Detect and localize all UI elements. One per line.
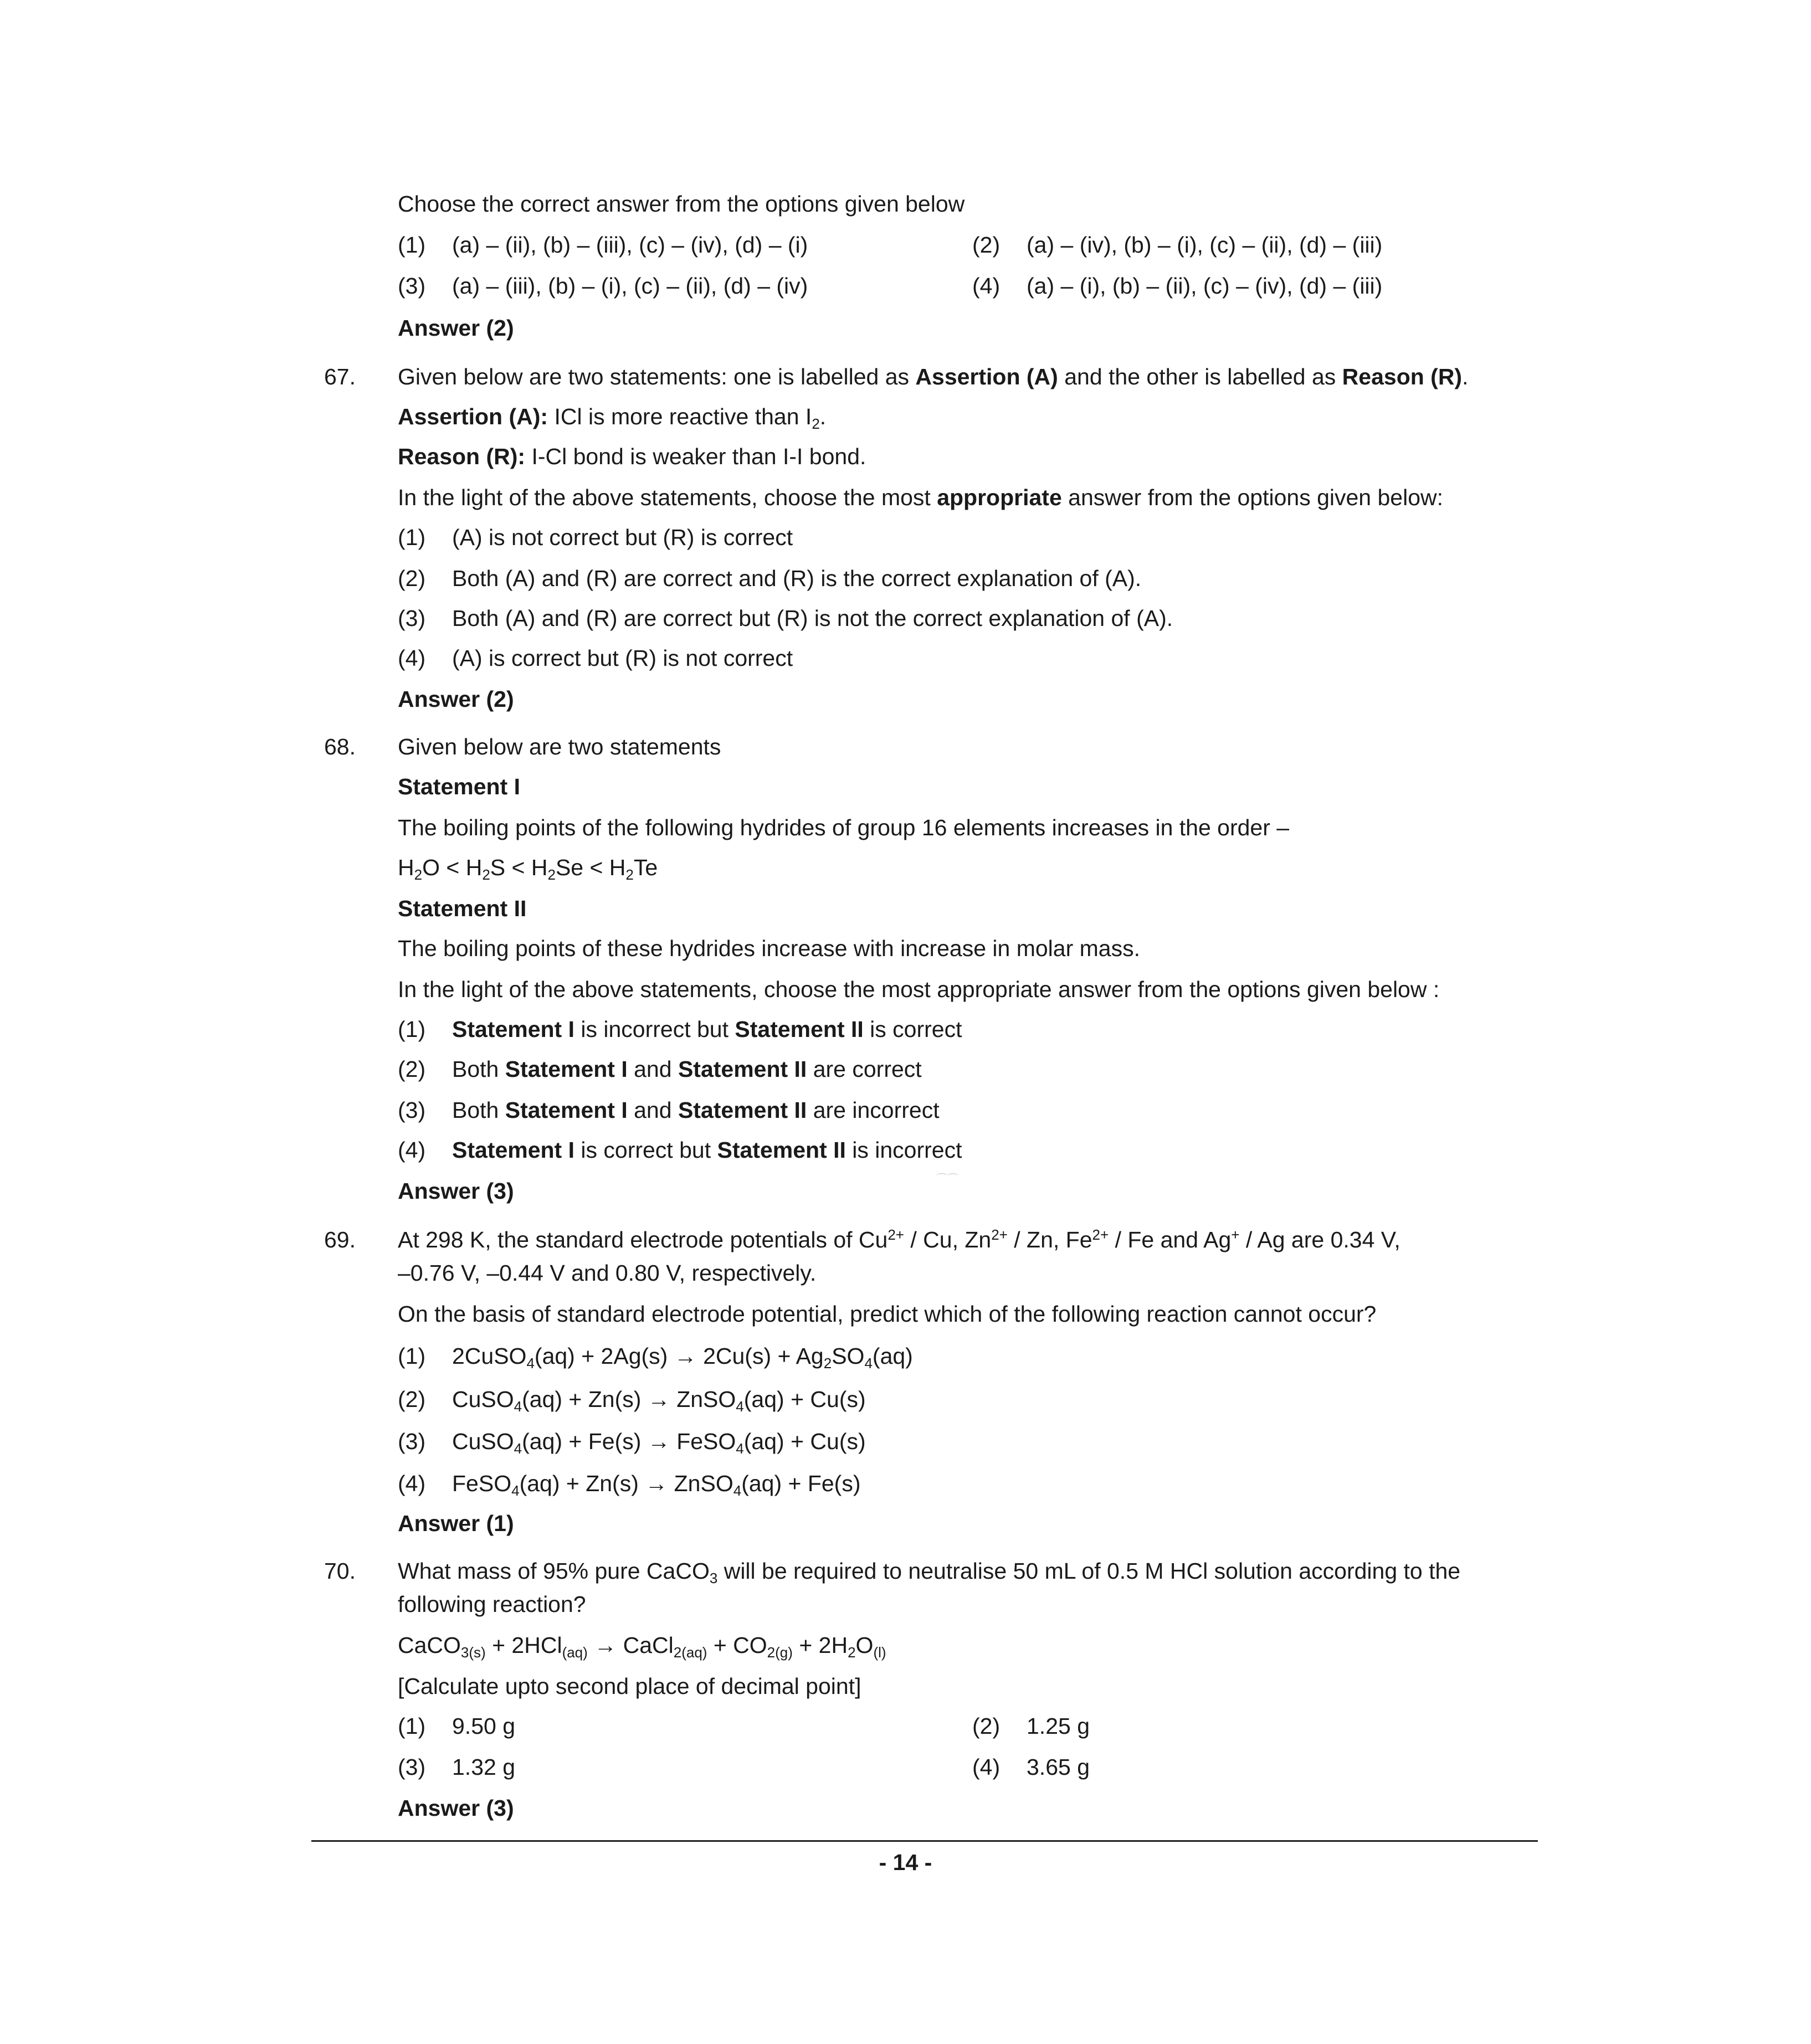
footer-rule (311, 1840, 1538, 1842)
q69-prompt: On the basis of standard electrode potential, predict which of the following reaction cannot occur? (398, 1301, 1377, 1327)
q70-option-2: (2) 1.25 g (972, 1713, 1090, 1739)
q70-number: 70. (324, 1558, 356, 1584)
q67-reason: Reason (R): I-Cl bond is weaker than I-I bond. (398, 444, 866, 469)
q68-light: In the light of the above statements, choose the most appropriate answer from the options given below : (398, 977, 1440, 1002)
q66-answer: Answer (2) (398, 315, 514, 341)
q67-option-2: (2) Both (A) and (R) are correct and (R) is the correct explanation of (A). (398, 566, 1142, 591)
q68-option-1: (1) Statement I is incorrect but Statement II is correct (398, 1016, 962, 1042)
q69-number: 69. (324, 1227, 356, 1252)
q69-option-3: (3) CuSO$_4$(aq) + Fe(s) → FeSO$_4$(aq) + Cu(s) (398, 1429, 866, 1457)
q66-option-3: (3) (a) – (iii), (b) – (i), (c) – (ii), (d) – (iv) (398, 273, 808, 299)
q67-intro: Given below are two statements: one is labelled as Assertion (A) and the other is labelled as Reason (R). (398, 364, 1469, 389)
q66-option-4: (4) (a) – (i), (b) – (ii), (c) – (iv), (d) – (iii) (972, 273, 1383, 299)
q67-number: 67. (324, 364, 356, 389)
q67-option-1: (1) (A) is not correct but (R) is correct (398, 525, 793, 550)
q68-statement1-label: Statement I (398, 774, 520, 799)
q69-option-2: (2) CuSO$_4$(aq) + Zn(s) → ZnSO$_4$(aq) + Cu(s) (398, 1386, 866, 1415)
q70-line2: following reaction? (398, 1591, 586, 1617)
q69-line1: At 298 K, the standard electrode potentials of $Cu^{2+}$ / Cu, $Zn^{2+}$ / Zn, $Fe^{2+}$ / Fe and Ag+ / Ag are 0.34 V, (398, 1226, 1400, 1252)
q66-option-1: (1) (a) – (ii), (b) – (iii), (c) – (iv), (d) – (i) (398, 232, 808, 258)
q70-equation: CaCO$_{3(s)}$ + 2HCl$_{(aq)}$ → CaCl$_{2(aq)}$ + $CO_{2(g)} + 2H_2O_{(l)}$ (398, 1632, 886, 1661)
q67-answer: Answer (2) (398, 686, 514, 712)
q68-option-4: (4) Statement I is correct but Statement II is incorrect (398, 1137, 962, 1163)
q66-prompt: Choose the correct answer from the options given below (398, 191, 965, 217)
q68-number: 68. (324, 734, 356, 759)
scan-artifact-mark: ⌒⌒ (936, 1173, 958, 1185)
q69-answer: Answer (1) (398, 1511, 514, 1536)
q69-line2: –0.76 V, –0.44 V and 0.80 V, respectively. (398, 1260, 817, 1286)
q68-intro: Given below are two statements (398, 734, 721, 759)
q70-answer: Answer (3) (398, 1795, 514, 1821)
q69-option-1: (1) 2CuSO$_4$(aq) + $2Ag(s) \to 2Cu(s) + Ag_2SO_4(aq)$ (398, 1343, 913, 1372)
q68-option-2: (2) Both Statement I and Statement II are correct (398, 1056, 922, 1082)
q68-statement2-label: Statement II (398, 896, 527, 921)
q67-light: In the light of the above statements, choose the most appropriate answer from the options given below: (398, 485, 1444, 510)
page-number: - 14 - (879, 1850, 932, 1875)
q68-statement2-text: The boiling points of these hydrides increase with increase in molar mass. (398, 936, 1140, 961)
q67-option-3: (3) Both (A) and (R) are correct but (R) is not the correct explanation of (A). (398, 605, 1173, 631)
q67-assertion: Assertion (A): ICl is more reactive than $I_2$. (398, 404, 827, 432)
q68-order: $H_2O < H_2S < H_2Se < H_2Te$ (398, 855, 658, 883)
q70-option-3: (3) 1.32 g (398, 1754, 515, 1780)
q68-option-3: (3) Both Statement I and Statement II are incorrect (398, 1097, 940, 1123)
q68-answer: Answer (3) (398, 1178, 514, 1204)
q66-option-2: (2) (a) – (iv), (b) – (i), (c) – (ii), (d) – (iii) (972, 232, 1383, 258)
q69-option-4: (4) FeSO$_4$(aq) + Zn(s) → ZnSO$_4$(aq) + Fe(s) (398, 1471, 861, 1499)
q70-line1: What mass of 95% pure CaCO$_3$ will be required to neutralise 50 mL of 0.5 M HCl solution according to the (398, 1558, 1461, 1586)
q70-option-4: (4) 3.65 g (972, 1754, 1090, 1780)
q68-statement1-text: The boiling points of the following hydrides of group 16 elements increases in the order – (398, 815, 1290, 840)
q67-option-4: (4) (A) is correct but (R) is not correct (398, 645, 793, 671)
q70-note: [Calculate upto second place of decimal point] (398, 1673, 861, 1699)
q70-option-1: (1) 9.50 g (398, 1713, 515, 1739)
